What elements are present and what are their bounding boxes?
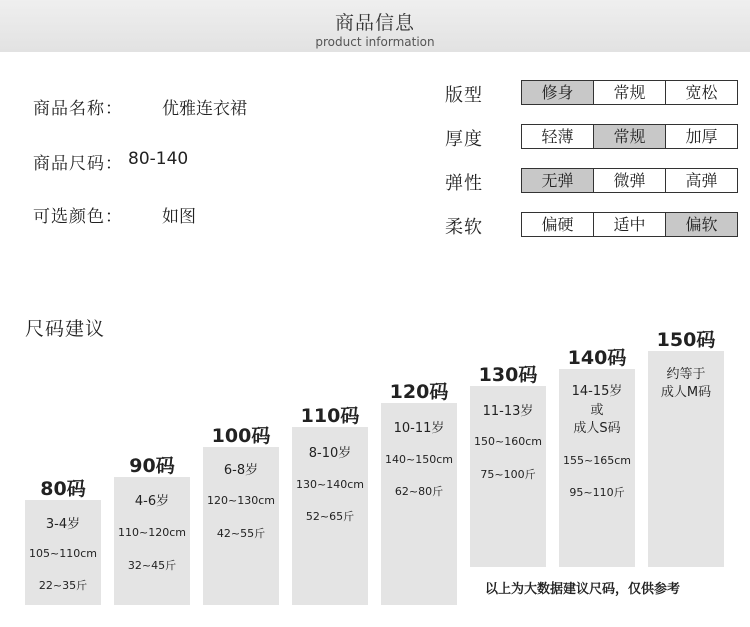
- attr-fit-option[interactable]: 常规: [593, 80, 666, 105]
- product-size-value: 80-140: [128, 149, 189, 169]
- size-label-120: 120码: [389, 381, 449, 403]
- attr-softness-option[interactable]: 偏软: [665, 212, 738, 237]
- size-age: 8-10岁: [308, 446, 352, 461]
- attr-thickness-option[interactable]: 常规: [593, 124, 666, 149]
- size-card-90: [114, 477, 190, 605]
- size-height-range: 120~130cm: [207, 494, 275, 507]
- attr-thickness-option[interactable]: 轻薄: [521, 124, 594, 149]
- attr-elasticity-option[interactable]: 无弹: [521, 168, 594, 193]
- size-weight-range: 75~100斤: [480, 468, 536, 481]
- size-age: 11-13岁: [482, 404, 534, 419]
- size-age: 6-8岁: [223, 463, 259, 478]
- size-footnote: 以上为大数据建议尺码，仅供参考: [485, 582, 681, 597]
- size-age: 14-15岁: [571, 384, 623, 399]
- size-height-range: 155~165cm: [563, 454, 631, 467]
- attr-elasticity-option[interactable]: 微弹: [593, 168, 666, 193]
- size-card-150: [648, 351, 724, 567]
- attr-softness-option[interactable]: 适中: [593, 212, 666, 237]
- size-label-130: 130码: [478, 364, 538, 386]
- size-label-140: 140码: [567, 347, 627, 369]
- size-card-80: [25, 500, 101, 605]
- attr-fit-options: [521, 80, 737, 105]
- size-height-range: 150~160cm: [474, 435, 542, 448]
- size-height-range: 130~140cm: [296, 478, 364, 491]
- attr-fit-label: 版型: [445, 85, 483, 106]
- size-weight-range: 95~110斤: [569, 486, 625, 499]
- product-name-label: 商品名称：: [33, 99, 123, 119]
- size-weight-range: 22~35斤: [38, 579, 88, 592]
- attr-elasticity-options: [521, 168, 737, 193]
- size-age: 4-6岁: [134, 494, 170, 509]
- header-subtitle: product information: [315, 35, 435, 49]
- attr-elasticity-option[interactable]: 高弹: [665, 168, 738, 193]
- attr-softness-label: 柔软: [445, 217, 483, 238]
- attr-thickness-option[interactable]: 加厚: [665, 124, 738, 149]
- size-label-90: 90码: [129, 455, 175, 477]
- size-height-range: 140~150cm: [385, 453, 453, 466]
- attr-thickness-options: [521, 124, 737, 149]
- size-label-110: 110码: [300, 405, 360, 427]
- attr-fit-option[interactable]: 修身: [521, 80, 594, 105]
- size-card-140: [559, 369, 635, 567]
- size-weight-range: 42~55斤: [216, 527, 266, 540]
- product-name-value: 优雅连衣裙: [162, 99, 247, 119]
- size-section-title: 尺码建议: [25, 318, 106, 340]
- attr-softness-option[interactable]: 偏硬: [521, 212, 594, 237]
- attr-softness-options: [521, 212, 737, 237]
- size-label-150: 150码: [656, 329, 716, 351]
- size-age: 约等于: [666, 367, 706, 382]
- size-age: 10-11岁: [393, 421, 445, 436]
- size-height-range: 110~120cm: [118, 526, 186, 539]
- header-title: 商品信息: [334, 12, 415, 34]
- size-weight-range: 52~65斤: [305, 510, 355, 523]
- size-label-100: 100码: [211, 425, 271, 447]
- size-height-range: 105~110cm: [29, 547, 97, 560]
- size-label-80: 80码: [40, 478, 86, 500]
- product-color-value: 如图: [162, 207, 196, 227]
- size-card-120: [381, 403, 457, 605]
- attr-fit-option[interactable]: 宽松: [665, 80, 738, 105]
- header-banner: [0, 0, 750, 52]
- size-card-110: [292, 427, 368, 605]
- attr-thickness-label: 厚度: [445, 129, 483, 150]
- size-age-or: 或: [590, 403, 604, 418]
- size-card-130: [470, 386, 546, 567]
- product-color-label: 可选颜色：: [33, 207, 123, 227]
- size-age: 3-4岁: [45, 517, 81, 532]
- product-size-label: 商品尺码：: [33, 154, 123, 174]
- size-age-adult: 成人M码: [660, 385, 712, 400]
- size-age-adult: 成人S码: [573, 421, 621, 436]
- size-weight-range: 32~45斤: [127, 559, 177, 572]
- attr-elasticity-label: 弹性: [445, 173, 483, 194]
- size-weight-range: 62~80斤: [394, 485, 444, 498]
- size-card-100: [203, 447, 279, 605]
